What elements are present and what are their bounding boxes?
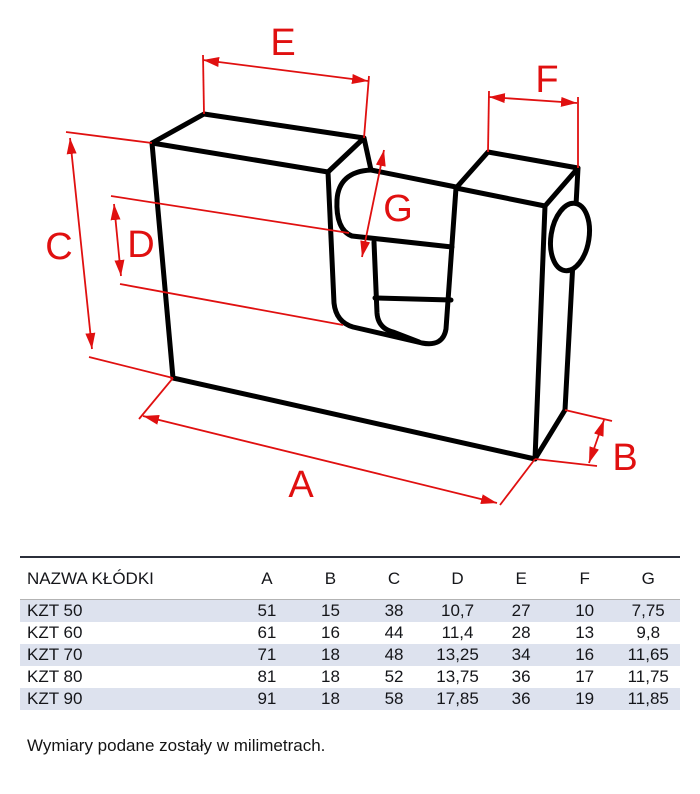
pin-bottom-edge (352, 236, 452, 247)
dimensions-table (20, 558, 680, 710)
table-header-row (20, 558, 680, 600)
model-name: KZT 70 (27, 645, 83, 664)
column-header-b: B (299, 558, 363, 600)
value-c: 48 (384, 645, 404, 664)
value-b: 15 (321, 601, 340, 620)
column-header-g: G (616, 558, 680, 600)
dim-label-g: G (383, 188, 413, 230)
value-f: 13 (575, 623, 595, 642)
value-a: 51 (257, 601, 277, 620)
value-a: 61 (257, 623, 277, 642)
value-c: 38 (384, 601, 404, 620)
dim-label-a: A (288, 464, 314, 506)
value-f: 19 (575, 689, 595, 708)
pin-left-cap (337, 170, 371, 236)
model-name: KZT 50 (27, 601, 83, 620)
dim-label-b: B (612, 437, 638, 479)
dim-c-extension-bottom (89, 357, 173, 378)
column-header-e: E (489, 558, 553, 600)
column-header-name: NAZWA KŁÓDKI (20, 558, 235, 600)
value-g: 7,75 (631, 601, 665, 620)
value-b: 16 (321, 623, 340, 642)
dim-a-extension-right (500, 459, 535, 505)
value-c: 58 (384, 689, 404, 708)
value-f: 16 (575, 645, 595, 664)
right-tower-front-right-edge (535, 206, 545, 459)
dim-d-extension-bottom (120, 284, 343, 325)
table-row (20, 666, 680, 688)
value-g: 11,65 (627, 645, 669, 664)
dim-c-extension-top (66, 132, 152, 143)
value-g: 11,75 (627, 667, 669, 686)
units-note: Wymiary podane zostały w milimetrach. (27, 736, 326, 755)
dim-e-extension-right (364, 76, 369, 138)
dim-b-arrow (589, 420, 604, 463)
left-tower-right-back-edge (364, 138, 371, 170)
slot-inner-ledge (375, 298, 451, 300)
value-e: 36 (511, 667, 531, 686)
value-a: 91 (257, 689, 277, 708)
dim-a-arrow (143, 416, 497, 503)
value-a: 81 (257, 667, 277, 686)
value-c: 52 (384, 667, 404, 686)
table-row (20, 644, 680, 666)
value-e: 28 (511, 623, 531, 642)
model-name: KZT 90 (27, 689, 83, 708)
table-row (20, 600, 680, 623)
dim-f-extension-left (488, 91, 489, 152)
value-a: 71 (257, 645, 277, 664)
dim-b-extension-top (565, 410, 612, 421)
model-name: KZT 80 (27, 667, 83, 686)
slot-inner-contour (374, 242, 419, 342)
column-header-f: F (553, 558, 617, 600)
right-tower-top-face (456, 152, 578, 206)
table-row (20, 688, 680, 710)
dim-e-extension-left (203, 55, 204, 114)
value-f: 10 (575, 601, 595, 620)
value-d: 17,85 (436, 689, 479, 708)
value-d: 13,25 (436, 645, 479, 664)
value-e: 34 (511, 645, 531, 664)
dim-label-d: D (127, 224, 155, 266)
dim-label-c: C (45, 226, 73, 268)
value-d: 10,7 (441, 601, 475, 620)
value-b: 18 (321, 667, 340, 686)
right-tower-bottom-right-edge (535, 410, 565, 459)
left-tower-top-face (152, 114, 364, 172)
table-row (20, 622, 680, 644)
value-g: 9,8 (636, 623, 661, 642)
pin-end-boss (546, 200, 594, 273)
value-g: 11,85 (627, 689, 669, 708)
value-c: 44 (384, 623, 404, 642)
dim-c-arrow (70, 138, 92, 349)
dim-label-e: E (270, 22, 296, 64)
value-b: 18 (321, 689, 340, 708)
dim-b-extension-bottom (535, 459, 597, 466)
body-bottom-front-edge (173, 378, 535, 459)
value-b: 18 (321, 645, 340, 664)
value-d: 13,75 (436, 667, 479, 686)
body-front-left-edge (152, 143, 173, 378)
dim-label-f: F (535, 59, 559, 101)
dim-f-arrow (489, 97, 577, 103)
dim-d-arrow (114, 204, 121, 276)
column-header-a: A (235, 558, 299, 600)
dimensions-table-wrap (20, 556, 680, 710)
dim-a-extension-left (139, 378, 173, 419)
pin-top-edge (371, 170, 456, 187)
value-d: 11,4 (441, 623, 474, 642)
column-header-d: D (426, 558, 490, 600)
column-header-c: C (362, 558, 426, 600)
value-e: 36 (511, 689, 531, 708)
value-e: 27 (511, 601, 531, 620)
model-name: KZT 60 (27, 623, 83, 642)
value-f: 17 (575, 667, 595, 686)
